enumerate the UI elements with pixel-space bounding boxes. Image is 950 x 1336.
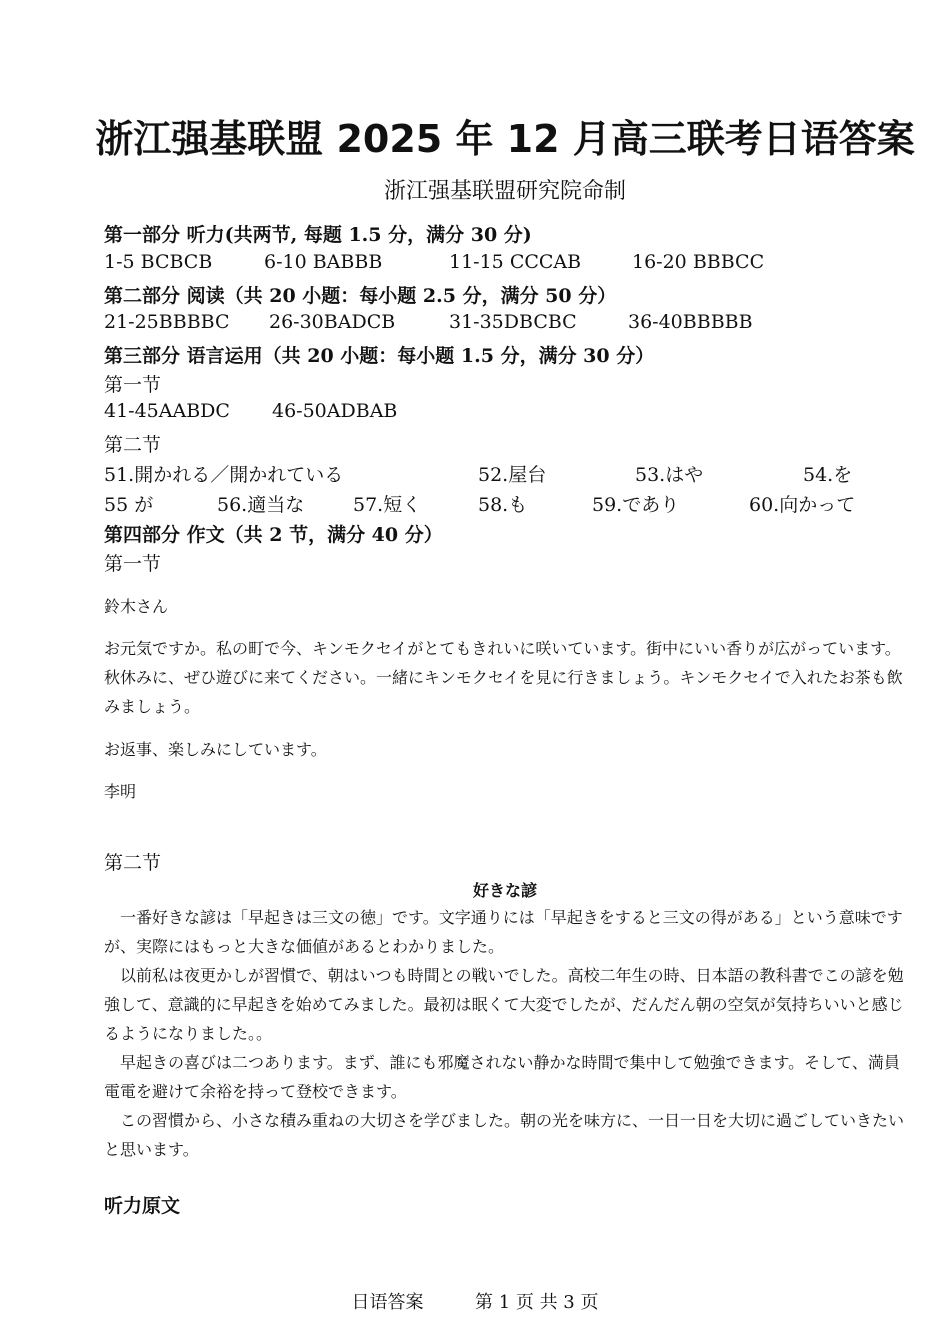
answer-item: 53.はや	[635, 464, 704, 486]
part2-answers-row	[104, 311, 904, 339]
answer-group: 1-5 BCBCB	[104, 251, 213, 273]
part3-section1-answers	[104, 400, 904, 428]
part3-section2-row2	[104, 490, 904, 518]
answer-item: 55 が	[104, 494, 154, 516]
letter-closing	[104, 735, 916, 764]
part2-heading: 第二部分 阅读（共 20 小题：每小题 2.5 分，满分 50 分）	[104, 285, 617, 307]
letter-signature-text: 李明	[104, 782, 137, 801]
part4-heading: 第四部分 作文（共 2 节，满分 40 分）	[104, 524, 443, 546]
answer-group: 36-40BBBBB	[628, 311, 753, 333]
letter-greeting-text: 鈴木さん	[104, 597, 169, 616]
part4-section1-label: 第一节	[104, 553, 162, 575]
listening-transcript-heading: 听力原文	[104, 1195, 181, 1217]
part4-section2-label: 第二节	[104, 852, 162, 874]
part3-section2-row1	[104, 460, 904, 488]
letter-signature	[104, 777, 916, 806]
answer-group: 16-20 BBBCC	[632, 251, 765, 273]
answer-item: 57.短く	[353, 494, 422, 516]
essay-paragraph: 以前私は夜更かしが習慣で、朝はいつも時間との戦いでした。高校二年生の時、日本語の教科書でこの諺を勉強して、意識的に早起きを始めてみました。最初は眠くて大変でしたが、だんだん朝の空気が気持ちいいと感じるようになりました。。	[104, 966, 904, 1043]
essay-paragraph: 一番好きな諺は「早起きは三文の徳」です。文字通りには「早起きをすると三文の得がある」という意味ですが、実際にはもっと大きな価値があるとわかりました。	[104, 908, 903, 956]
answer-item: 58.も	[478, 494, 528, 516]
part3-heading: 第三部分 语言运用（共 20 小题：每小题 1.5 分，满分 30 分）	[104, 345, 655, 367]
answer-item: 56.適当な	[217, 494, 305, 516]
answer-group: 31-35DBCBC	[449, 311, 577, 333]
letter-body	[104, 634, 916, 721]
letter-greeting	[104, 592, 916, 621]
answer-item: 59.であり	[592, 494, 680, 516]
answer-group: 46-50ADBAB	[272, 400, 398, 422]
part1-heading: 第一部分 听力(共两节, 每题 1.5 分，满分 30 分)	[104, 224, 532, 246]
essay-title: 好きな諺	[472, 881, 537, 900]
footer-subject: 日语答案	[351, 1292, 424, 1313]
document-subtitle: 浙江强基联盟研究院命制	[383, 179, 626, 204]
document-title: 浙江强基联盟 2025 年 12 月高三联考日语答案	[95, 117, 915, 161]
answer-group: 6-10 BABBB	[264, 251, 383, 273]
answer-item: 60.向かって	[749, 494, 856, 516]
part3-section2-label: 第二节	[104, 434, 162, 456]
answer-group: 41-45AABDC	[104, 400, 230, 422]
answer-group: 11-15 CCCAB	[449, 251, 582, 273]
essay-paragraph: 早起きの喜びは二つあります。まず、誰にも邪魔されない静かな時間で集中して勉強できます。そして、満員電電を避けて余裕を持って登校できます。	[104, 1053, 900, 1101]
part1-answers-row	[104, 251, 904, 279]
answer-group: 26-30BADCB	[269, 311, 396, 333]
answer-group: 21-25BBBBC	[104, 311, 230, 333]
letter-closing-text: お返事、楽しみにしています。	[104, 740, 327, 759]
letter-body-text: お元気ですか。私の町で今、キンモクセイがとてもきれいに咲いています。街中にいい香りが広がっています。秋休みに、ぜひ遊びに来てください。一緒にキンモクセイを見に行きましょう。キンモクセイで入れたお茶も飲みましょう。	[104, 639, 903, 716]
page-footer	[0, 1288, 950, 1314]
essay-paragraph: この習慣から、小さな積み重ねの大切さを学びました。朝の光を味方に、一日一日を大切に過ごしていきたいと思います。	[104, 1111, 905, 1159]
answer-item: 52.屋台	[478, 464, 547, 486]
part3-section1-label: 第一节	[104, 374, 162, 396]
essay-body	[104, 903, 910, 1164]
answer-item: 54.を	[803, 464, 853, 486]
answer-item: 51.開かれる／開かれている	[104, 464, 344, 486]
footer-page-number: 第 1 页 共 3 页	[474, 1292, 599, 1313]
